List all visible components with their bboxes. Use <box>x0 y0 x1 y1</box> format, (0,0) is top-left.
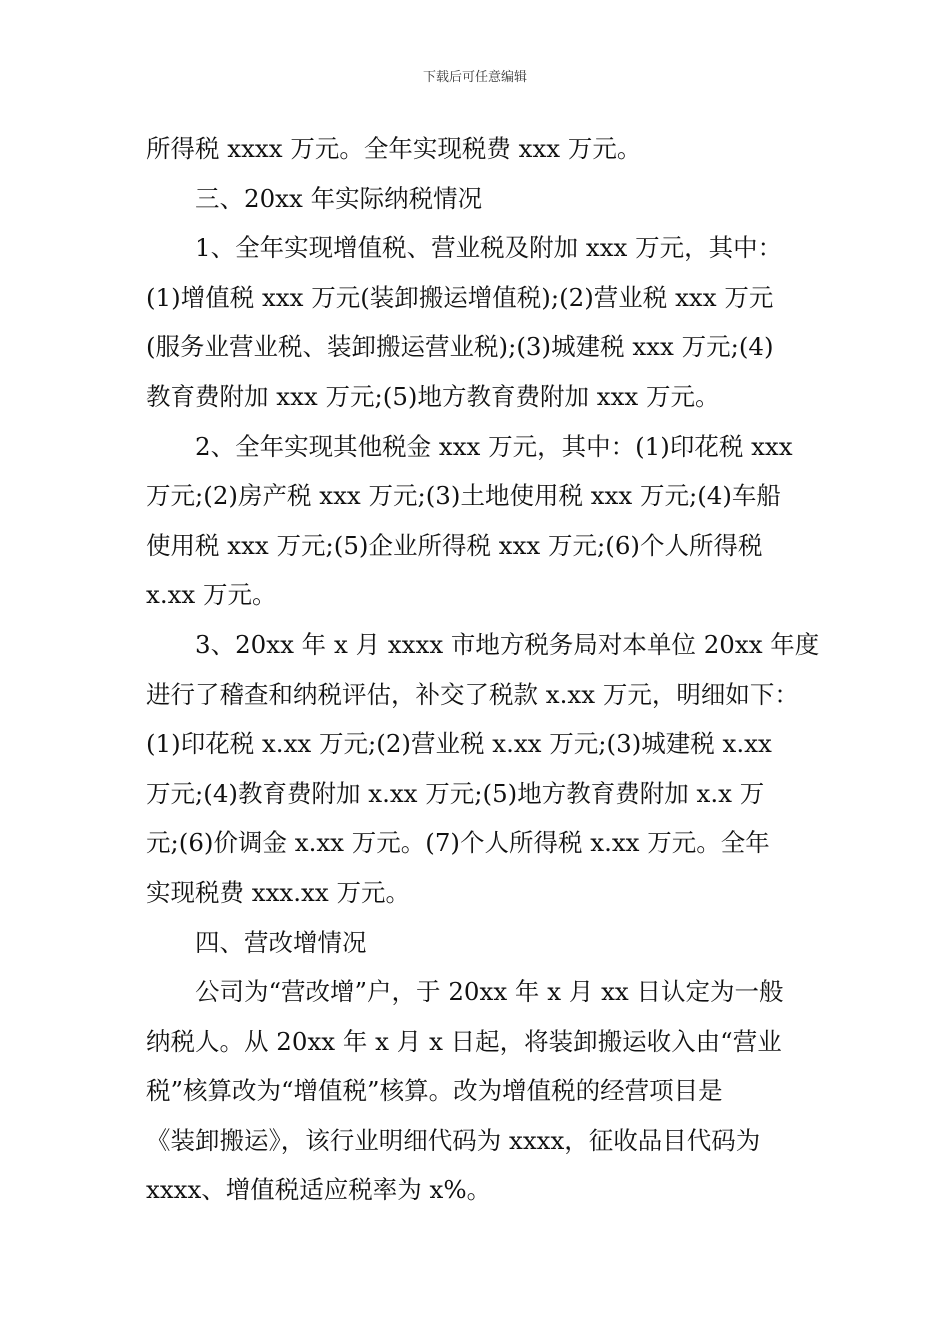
text-line: 万元;(2)房产税 xxx 万元;(3)土地使用税 xxx 万元;(4)车船 <box>146 481 781 511</box>
page-header: 下载后可任意编辑 <box>422 70 527 85</box>
text-line: 2、全年实现其他税金 xxx 万元，其中：(1)印花税 xxx <box>195 431 793 461</box>
document-body <box>146 124 820 1215</box>
text-line: 3、20xx 年 x 月 xxxx 市地方税务局对本单位 20xx 年度 <box>195 629 820 659</box>
text-line: 《装卸搬运》，该行业明细代码为 xxxx，征收品目代码为 <box>146 1125 761 1155</box>
text-line: (1)印花税 x.xx 万元;(2)营业税 x.xx 万元;(3)城建税 x.xx <box>146 729 772 759</box>
text-line: 进行了稽查和纳税评估，补交了税款 x.xx 万元，明细如下： <box>146 679 799 709</box>
text-line: 所得税 xxxx 万元。全年实现税费 xxx 万元。 <box>146 134 642 163</box>
text-line: 纳税人。从 20xx 年 x 月 x 日起，将装卸搬运收入由“营业 <box>146 1026 782 1056</box>
text-line: 四、营改增情况 <box>195 927 367 957</box>
text-line: (服务业营业税、装卸搬运营业税);(3)城建税 xxx 万元;(4) <box>146 332 774 362</box>
text-line: 万元;(4)教育费附加 x.xx 万元;(5)地方教育费附加 x.x 万 <box>146 778 765 808</box>
text-line: xxxx、增值税适应税率为 x%。 <box>146 1175 492 1205</box>
text-line: 三、20xx 年实际纳税情况 <box>195 183 483 213</box>
text-line: 1、全年实现增值税、营业税及附加 xxx 万元，其中： <box>195 233 783 263</box>
text-line: 实现税费 xxx.xx 万元。 <box>146 877 410 907</box>
text-line: 公司为“营改增”户，于 20xx 年 x 月 xx 日认定为一般 <box>195 977 784 1007</box>
text-line: 元;(6)价调金 x.xx 万元。(7)个人所得税 x.xx 万元。全年 <box>146 828 770 858</box>
text-line: 税”核算改为“增值税”核算。改为增值税的经营项目是 <box>146 1076 723 1106</box>
text-line: x.xx 万元。 <box>146 580 277 610</box>
text-line: 使用税 xxx 万元;(5)企业所得税 xxx 万元;(6)个人所得税 <box>146 530 763 560</box>
text-line: (1)增值税 xxx 万元(装卸搬运增值税);(2)营业税 xxx 万元 <box>146 282 774 312</box>
text-line: 教育费附加 xxx 万元;(5)地方教育费附加 xxx 万元。 <box>146 381 720 411</box>
